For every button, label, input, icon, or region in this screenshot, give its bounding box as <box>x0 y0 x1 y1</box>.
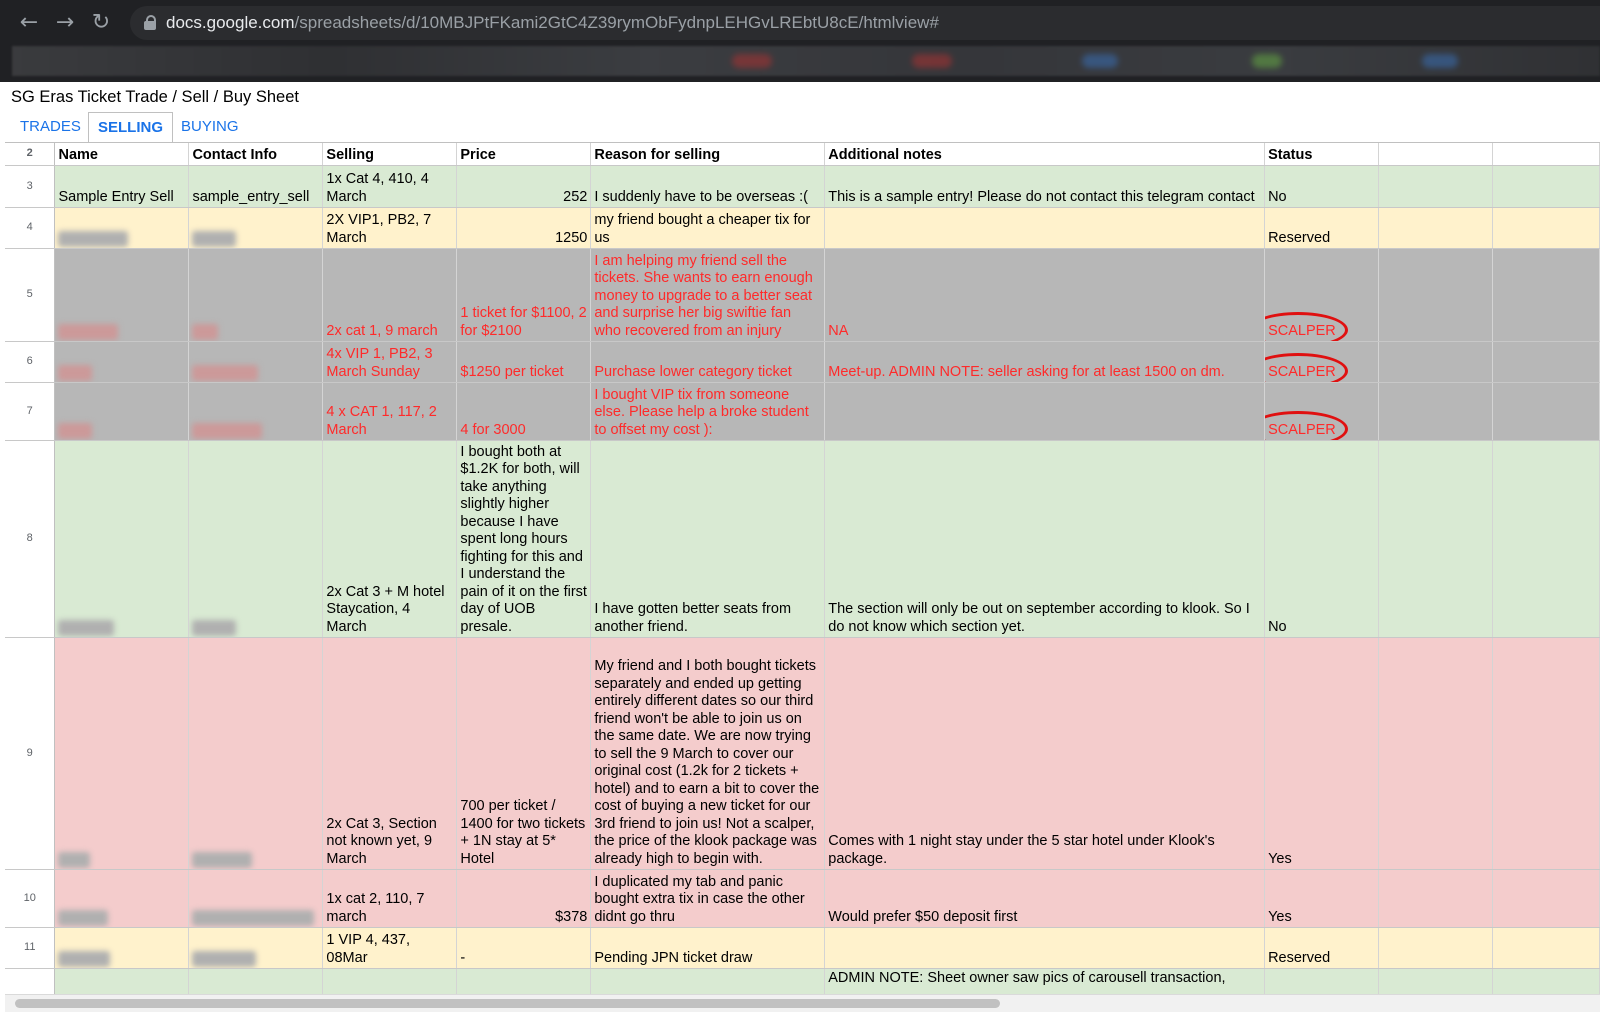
table-row <box>5 441 1600 638</box>
cell-reason[interactable]: I duplicated my tab and panic bought extra tix in case the other didnt go thru <box>591 870 825 928</box>
cell-status[interactable]: No <box>1265 166 1379 208</box>
row-number: 7 <box>5 383 55 441</box>
table-row <box>5 166 1600 208</box>
browser-chrome <box>0 0 1600 82</box>
header-price[interactable]: Price <box>457 143 591 166</box>
cell-price[interactable]: $378 <box>457 870 591 928</box>
cell-price[interactable]: 700 per ticket / 1400 for two tickets + 1N stay at 5* Hotel <box>457 638 591 870</box>
cell-price[interactable]: 4 for 3000 <box>457 383 591 441</box>
cell-contact-redacted[interactable] <box>189 638 323 870</box>
cell-price[interactable]: $1250 per ticket <box>457 342 591 383</box>
cell-contact-redacted[interactable] <box>189 870 323 928</box>
cell-name[interactable]: Sample Entry Sell <box>55 166 189 208</box>
cell-reason[interactable]: I bought VIP tix from someone else. Please help a broke student to offset my cost ): <box>591 383 825 441</box>
row-number: 10 <box>5 870 55 928</box>
cell-selling[interactable]: 2X VIP1, PB2, 7 March <box>323 208 457 249</box>
scalper-circle-annotation <box>1265 411 1349 441</box>
cell-reason[interactable]: I suddenly have to be overseas :( <box>591 166 825 208</box>
header-reason[interactable]: Reason for selling <box>591 143 825 166</box>
url-text[interactable] <box>166 13 939 33</box>
cell-price[interactable]: I bought both at $1.2K for both, will take anything slightly higher because I have spent long hours fighting for this and I understand the pain of it on the first day of UOB presale. <box>457 441 591 638</box>
back-icon[interactable]: ← <box>19 10 39 35</box>
cell-notes[interactable]: This is a sample entry! Please do not contact this telegram contact <box>825 166 1265 208</box>
cell-name-redacted[interactable] <box>55 441 189 638</box>
cell-name-redacted[interactable] <box>55 342 189 383</box>
cell-status[interactable]: Yes <box>1265 638 1379 870</box>
cell-status[interactable]: Reserved <box>1265 928 1379 969</box>
cell-contact-redacted[interactable] <box>189 342 323 383</box>
url-domain: docs.google.com <box>166 13 295 32</box>
browser-toolbar <box>0 0 1600 46</box>
reload-icon[interactable]: ↻ <box>91 10 111 35</box>
row-number: 2 <box>5 143 55 166</box>
cell-reason[interactable]: My friend and I both bought tickets separately and ended up getting entirely different dates so our third friend won't be able to join us on the same date. We are now trying to sell the 9 March to cover our original cost (1.2k for 2 tickets + hotel) and to earn a bit to cover the cost of buying a new ticket for our 3rd friend to join us! Not a scalper, the price of the klook package was already high to begin with. <box>591 638 825 870</box>
row-number: 4 <box>5 208 55 249</box>
scalper-label: SCALPER <box>1268 363 1336 380</box>
cell-price[interactable]: - <box>457 928 591 969</box>
cell-reason[interactable]: I have gotten better seats from another friend. <box>591 441 825 638</box>
scrollbar-thumb[interactable] <box>15 999 1000 1008</box>
horizontal-scrollbar[interactable] <box>5 994 1600 1013</box>
table-row <box>5 208 1600 249</box>
sheet-title: SG Eras Ticket Trade / Sell / Buy Sheet <box>11 88 299 106</box>
cell-contact-redacted[interactable] <box>189 441 323 638</box>
scalper-circle-annotation <box>1265 353 1349 383</box>
cell-selling[interactable]: 1x Cat 4, 410, 4 March <box>323 166 457 208</box>
row-number: 6 <box>5 342 55 383</box>
cell-contact-redacted[interactable] <box>189 249 323 342</box>
row-number: 9 <box>5 638 55 870</box>
table-row <box>5 969 1600 996</box>
scalper-circle-annotation <box>1265 312 1349 342</box>
cell-price[interactable]: 252 <box>457 166 591 208</box>
cell-selling[interactable]: 1x cat 2, 110, 7 march <box>323 870 457 928</box>
address-bar[interactable] <box>130 6 1600 40</box>
cell-notes[interactable]: The section will only be out on september according to klook. So I do not know which section yet. <box>825 441 1265 638</box>
spreadsheet-grid[interactable] <box>5 142 1600 995</box>
cell-reason[interactable]: Purchase lower category ticket <box>591 342 825 383</box>
header-status[interactable]: Status <box>1265 143 1379 166</box>
cell-selling[interactable]: 2x cat 1, 9 march <box>323 249 457 342</box>
cell-contact-redacted[interactable] <box>189 928 323 969</box>
cell-name-redacted[interactable] <box>55 383 189 441</box>
cell-notes[interactable] <box>825 383 1265 441</box>
tab-buying[interactable]: BUYING <box>181 118 239 135</box>
cell-selling[interactable]: 4 x CAT 1, 117, 2 March <box>323 383 457 441</box>
cell-price[interactable]: 1 ticket for $1100, 2 for $2100 <box>457 249 591 342</box>
cell-status[interactable]: Reserved <box>1265 208 1379 249</box>
cell-name-redacted[interactable] <box>55 928 189 969</box>
cell-contact-redacted[interactable] <box>189 208 323 249</box>
cell-selling[interactable]: 1 VIP 4, 437, 08Mar <box>323 928 457 969</box>
row-number: 11 <box>5 928 55 969</box>
row-number: 8 <box>5 441 55 638</box>
header-name[interactable]: Name <box>55 143 189 166</box>
header-selling[interactable]: Selling <box>323 143 457 166</box>
cell-status[interactable]: No <box>1265 441 1379 638</box>
row-number: 3 <box>5 166 55 208</box>
cell-notes[interactable]: Would prefer $50 deposit first <box>825 870 1265 928</box>
cell-price[interactable]: 1250 <box>457 208 591 249</box>
cell-name-redacted[interactable] <box>55 638 189 870</box>
table-row <box>5 249 1600 342</box>
cell-selling[interactable]: 4x VIP 1, PB2, 3 March Sunday <box>323 342 457 383</box>
cell-reason[interactable]: Pending JPN ticket draw <box>591 928 825 969</box>
header-notes[interactable]: Additional notes <box>825 143 1265 166</box>
cell-name-redacted[interactable] <box>55 208 189 249</box>
cell-notes[interactable] <box>825 928 1265 969</box>
cell-contact-redacted[interactable] <box>189 383 323 441</box>
cell-selling[interactable]: 2x Cat 3 + M hotel Staycation, 4 March <box>323 441 457 638</box>
bookmarks-bar-blurred <box>12 46 1600 76</box>
table-row <box>5 342 1600 383</box>
cell-contact[interactable]: sample_entry_sell <box>189 166 323 208</box>
cell-notes[interactable]: Meet-up. ADMIN NOTE: seller asking for at least 1500 on dm. <box>825 342 1265 383</box>
cell-status[interactable]: Yes <box>1265 870 1379 928</box>
cell-notes[interactable]: ADMIN NOTE: Sheet owner saw pics of carousell transaction, <box>825 969 1265 996</box>
cell-name-redacted[interactable] <box>55 249 189 342</box>
header-contact[interactable]: Contact Info <box>189 143 323 166</box>
cell-status[interactable] <box>1265 383 1379 441</box>
scalper-label: SCALPER <box>1268 322 1336 339</box>
cell-notes[interactable]: NA <box>825 249 1265 342</box>
forward-icon[interactable]: → <box>55 10 75 35</box>
table-row <box>5 638 1600 870</box>
cell-notes[interactable]: Comes with 1 night stay under the 5 star hotel under Klook's package. <box>825 638 1265 870</box>
scalper-label: SCALPER <box>1268 421 1336 438</box>
table-row <box>5 928 1600 969</box>
header-row <box>5 143 1600 166</box>
lock-icon <box>144 15 156 30</box>
tab-trades[interactable]: TRADES <box>20 118 81 135</box>
url-path: /spreadsheets/d/10MBJPtFKami2GtC4Z39rymObFydnpLEHGvLREbtU8cE/htmlview# <box>294 13 939 32</box>
row-number: 5 <box>5 249 55 342</box>
cell-name-redacted[interactable] <box>55 870 189 928</box>
cell-reason[interactable]: my friend bought a cheaper tix for us <box>591 208 825 249</box>
cell-reason[interactable]: I am helping my friend sell the tickets. She wants to earn enough money to upgrade to a better seat and surprise her big swiftie fan who recovered from an injury <box>591 249 825 342</box>
table-row <box>5 383 1600 441</box>
cell-notes[interactable] <box>825 208 1265 249</box>
cell-status[interactable] <box>1265 249 1379 342</box>
cell-selling[interactable]: 2x Cat 3, Section not known yet, 9 March <box>323 638 457 870</box>
cell-status[interactable] <box>1265 342 1379 383</box>
tab-selling[interactable]: SELLING <box>88 112 173 143</box>
table-row <box>5 870 1600 928</box>
page-bottom <box>0 1012 1600 1034</box>
row-number <box>5 969 55 996</box>
